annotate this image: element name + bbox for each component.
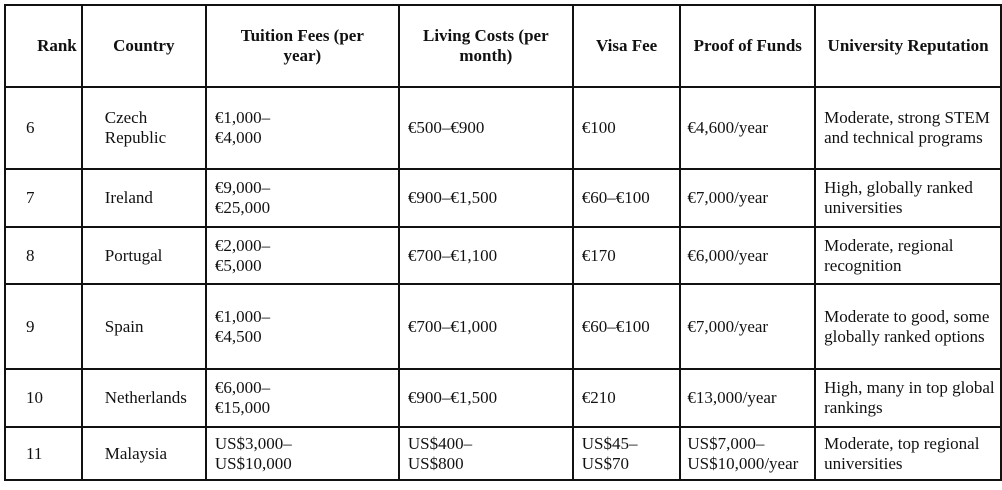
country-value: Spain [104, 316, 144, 336]
table-row [5, 87, 1001, 169]
cell-country [82, 169, 206, 227]
cell-living [399, 227, 573, 284]
tuition-value: €9,000–€25,000 [214, 178, 271, 217]
rank-value: 11 [26, 443, 43, 463]
cell-reputation [815, 284, 1001, 369]
table-row [5, 227, 1001, 284]
reputation-value: Moderate, strong STEM and technical programs [824, 108, 990, 147]
reputation-value: High, many in top global rankings [824, 378, 995, 417]
cell-funds [680, 284, 815, 369]
cell-country [82, 427, 206, 480]
rank-value: 9 [26, 316, 35, 336]
living-value: €700–€1,100 [407, 245, 498, 265]
tuition-value: €2,000–€5,000 [214, 235, 271, 275]
funds-value: €4,600/year [687, 118, 769, 137]
cell-funds [680, 87, 815, 169]
reputation-value: Moderate, top regional universities [824, 433, 980, 473]
visa-value: €210 [581, 388, 616, 407]
visa-value: €60–€100 [581, 188, 650, 207]
cell-visa [573, 227, 681, 284]
reputation-value: High, globally ranked universities [824, 178, 973, 217]
cell-rank [5, 427, 82, 480]
living-value: €700–€1,000 [407, 316, 498, 336]
cell-rank [5, 369, 82, 427]
living-value: €900–€1,500 [407, 388, 498, 407]
cell-reputation [815, 169, 1001, 227]
cell-visa [573, 427, 681, 480]
cell-reputation [815, 227, 1001, 284]
country-value: Ireland [104, 188, 153, 207]
living-value: US$400–US$800 [407, 433, 473, 473]
country-value: Malaysia [104, 443, 168, 463]
living-value: €500–€900 [407, 118, 485, 137]
table-row [5, 369, 1001, 427]
visa-value: €170 [581, 245, 616, 265]
header-living: Living Costs (per month) [399, 5, 573, 87]
rank-value: 7 [26, 188, 35, 207]
cell-funds [680, 369, 815, 427]
cell-living [399, 427, 573, 480]
rank-value: 6 [26, 118, 35, 137]
tuition-value: €1,000–€4,000 [214, 108, 271, 147]
table-row [5, 284, 1001, 369]
cell-visa [573, 169, 681, 227]
cell-funds [680, 427, 815, 480]
cell-rank [5, 227, 82, 284]
cell-tuition [206, 427, 399, 480]
cell-country [82, 369, 206, 427]
cell-reputation [815, 369, 1001, 427]
cell-reputation [815, 87, 1001, 169]
cell-funds [680, 169, 815, 227]
country-value: Netherlands [104, 388, 187, 407]
funds-value: US$7,000–US$10,000/year [687, 433, 799, 473]
cell-visa [573, 284, 681, 369]
cell-visa [573, 369, 681, 427]
cell-living [399, 369, 573, 427]
rank-value: 8 [26, 245, 35, 265]
header-country: Country [82, 5, 206, 87]
table-row [5, 427, 1001, 480]
visa-value: €100 [581, 118, 616, 137]
header-tuition: Tuition Fees (per year) [206, 5, 399, 87]
funds-value: €13,000/year [687, 388, 777, 407]
living-value: €900–€1,500 [407, 188, 498, 207]
header-rank: Rank [5, 5, 82, 87]
header-visa: Visa Fee [573, 5, 681, 87]
reputation-value: Moderate to good, some globally ranked options [824, 306, 990, 346]
header-reputation: University Reputation [815, 5, 1001, 87]
cell-country [82, 284, 206, 369]
funds-value: €7,000/year [687, 188, 769, 207]
tuition-value: €6,000–€15,000 [214, 378, 271, 417]
cell-country [82, 227, 206, 284]
cell-visa [573, 87, 681, 169]
reputation-value: Moderate, regional recognition [824, 235, 954, 275]
header-row [5, 5, 1001, 87]
visa-value: US$45–US$70 [581, 433, 638, 473]
table-row [5, 169, 1001, 227]
funds-value: €7,000/year [687, 316, 769, 336]
country-value: Czech Republic [104, 108, 167, 147]
cell-rank [5, 169, 82, 227]
cell-funds [680, 227, 815, 284]
cell-reputation [815, 427, 1001, 480]
country-value: Portugal [104, 245, 163, 265]
cell-rank [5, 284, 82, 369]
study-abroad-comparison-table [4, 4, 1002, 481]
visa-value: €60–€100 [581, 316, 650, 336]
cell-tuition [206, 284, 399, 369]
cell-tuition [206, 227, 399, 284]
funds-value: €6,000/year [687, 245, 769, 265]
cell-rank [5, 87, 82, 169]
tuition-value: €1,000–€4,500 [214, 306, 271, 346]
cell-tuition [206, 87, 399, 169]
rank-value: 10 [26, 388, 43, 407]
cell-living [399, 284, 573, 369]
cell-tuition [206, 169, 399, 227]
cell-living [399, 169, 573, 227]
cell-living [399, 87, 573, 169]
cell-tuition [206, 369, 399, 427]
cell-country [82, 87, 206, 169]
header-funds: Proof of Funds [680, 5, 815, 87]
tuition-value: US$3,000–US$10,000 [214, 433, 292, 473]
